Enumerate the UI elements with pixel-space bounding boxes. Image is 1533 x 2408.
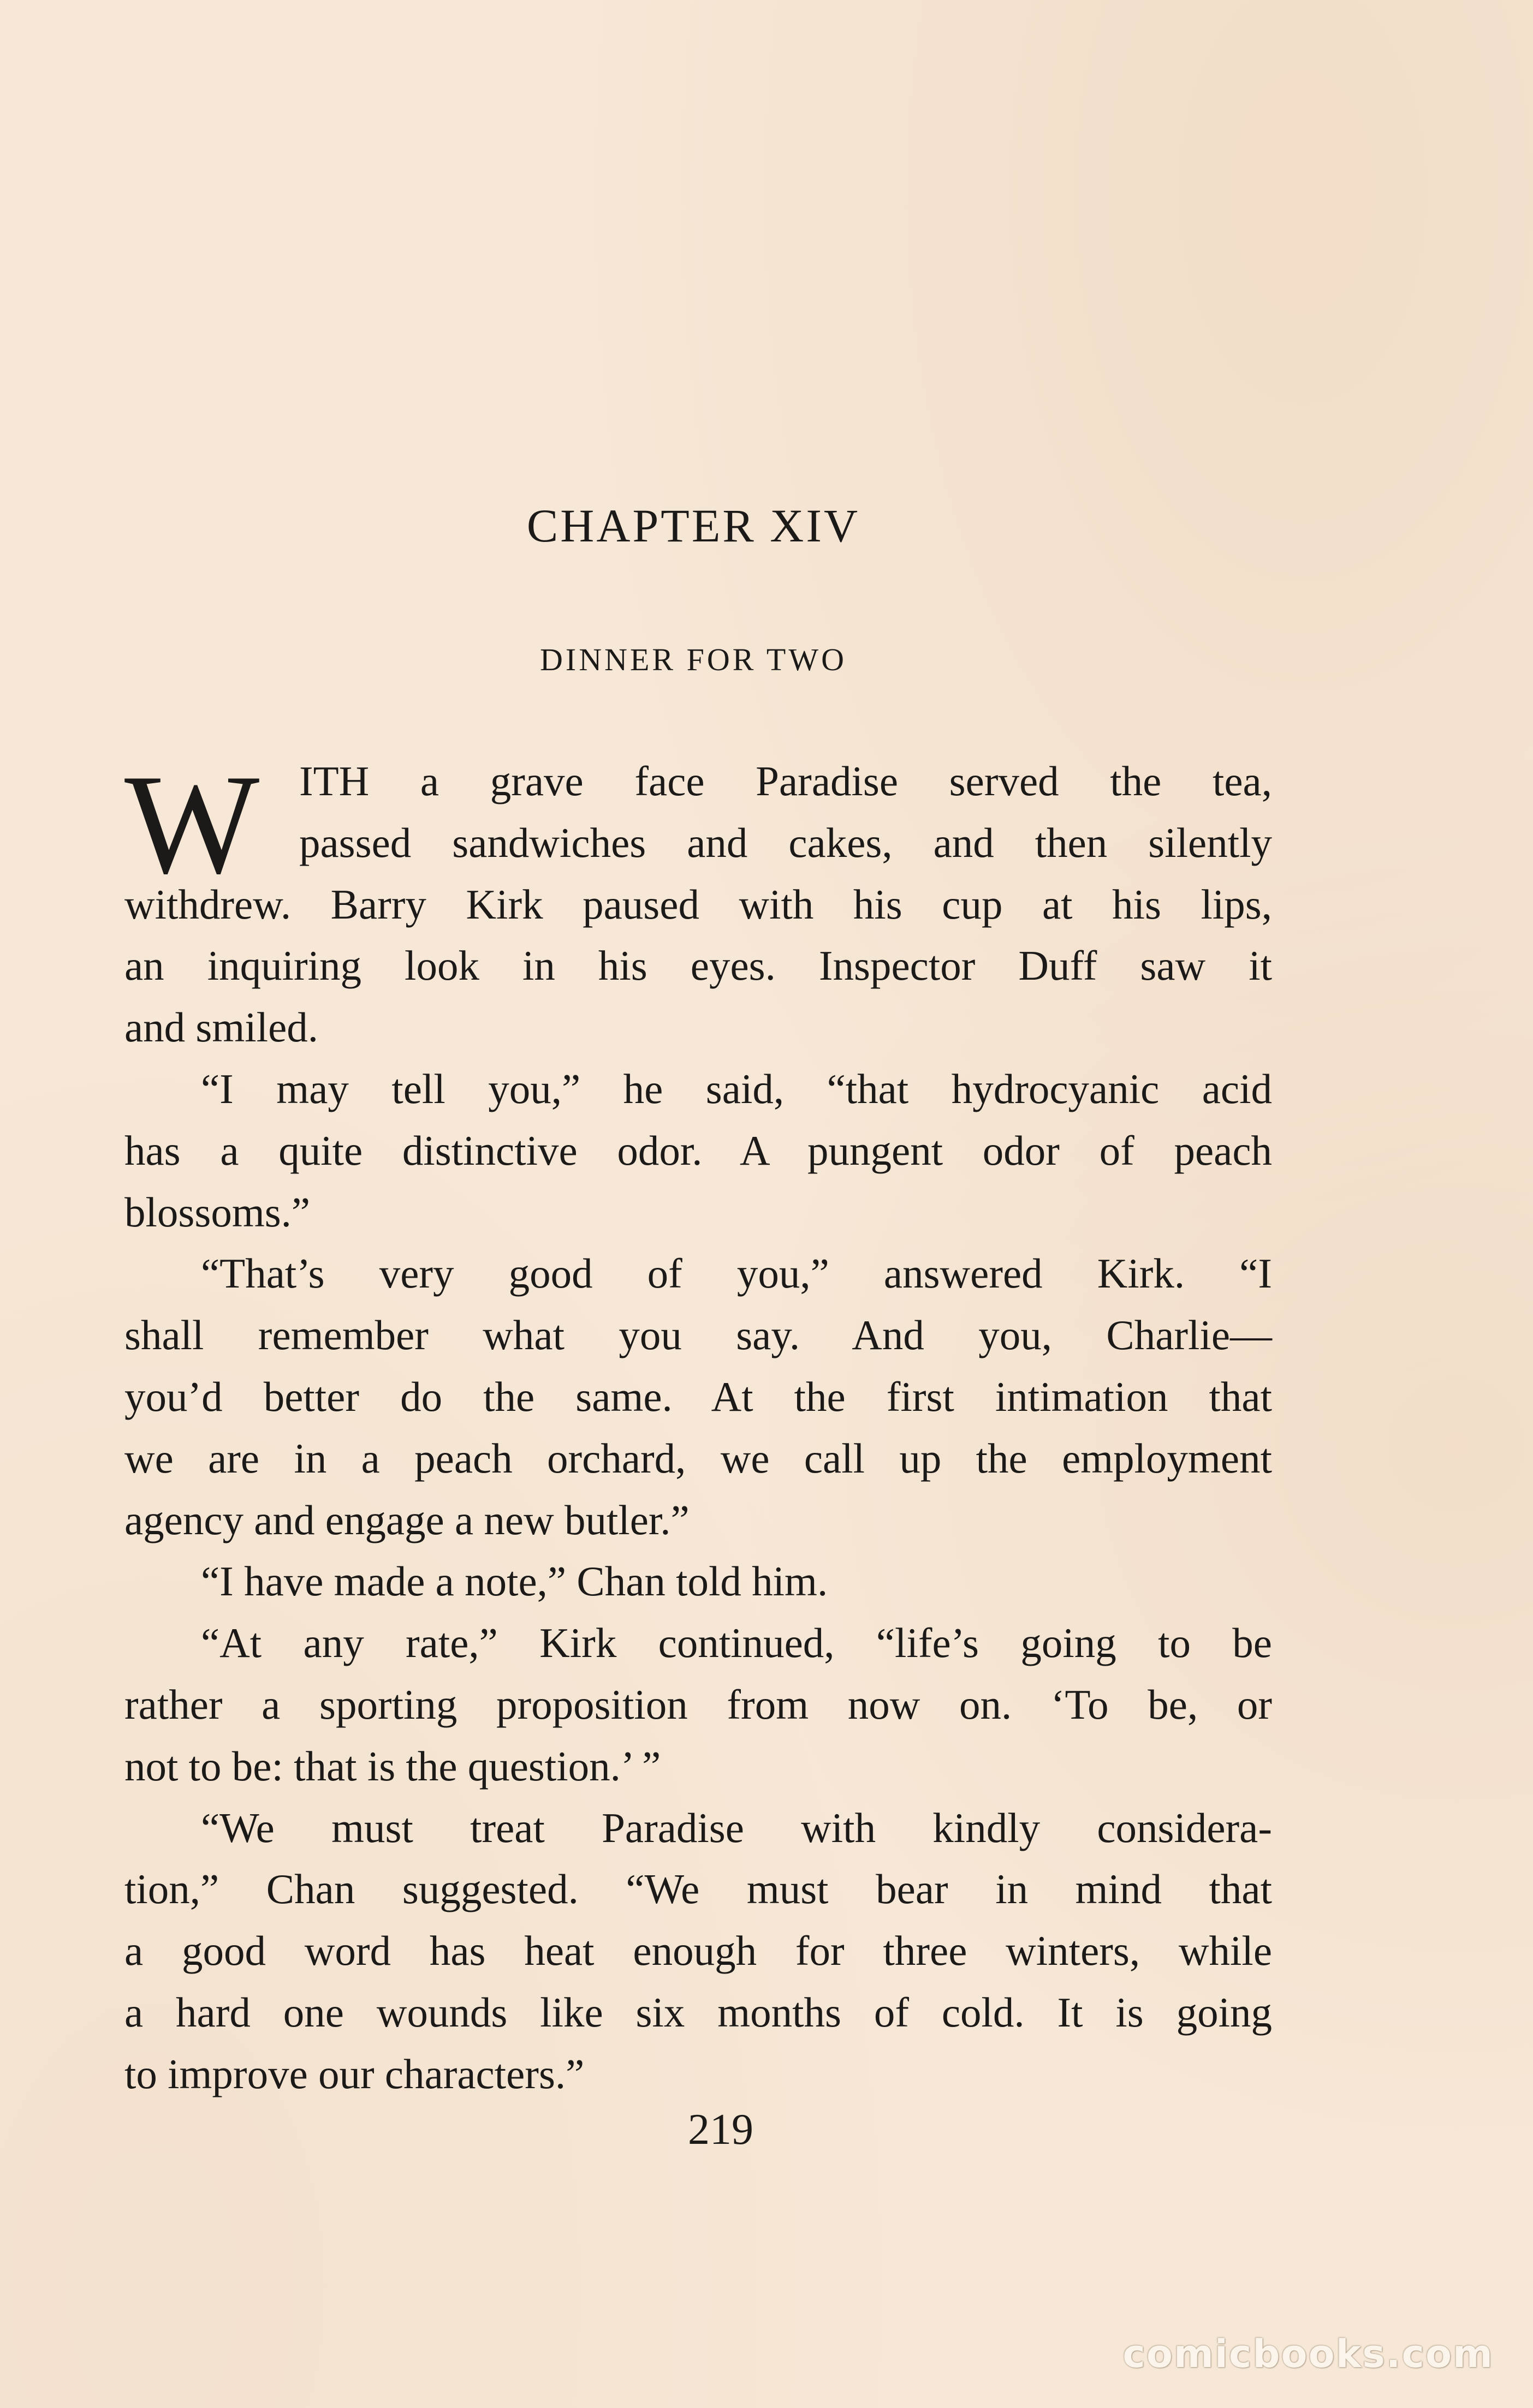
text-line: to improve our characters.” <box>124 2050 585 2097</box>
drop-cap: W <box>124 745 260 903</box>
text-line: withdrew. Barry Kirk paused with his cup at his lips, <box>124 880 1272 928</box>
text-line: agency and engage a new butler.” <box>124 1496 690 1543</box>
text-line: “I have made a note,” Chan told him. <box>201 1558 828 1605</box>
page-number: 219 <box>688 2106 753 2154</box>
text-line: passed sandwiches and cakes, and then silently <box>299 819 1272 866</box>
text-line: an inquiring look in his eyes. Inspector Duff saw it <box>124 942 1272 990</box>
text-line: a hard one wounds like six months of cold. It is going <box>124 1988 1272 2036</box>
text-line: you’d better do the same. At the first intimation that <box>124 1373 1272 1420</box>
text-line: ITH a grave face Paradise served the tea, <box>299 758 1272 804</box>
text-line: a good word has heat enough for three winters, while <box>124 1927 1272 1975</box>
chapter-subtitle: DINNER FOR TWO <box>540 642 847 677</box>
text-line: “We must treat Paradise with kindly considera- <box>201 1804 1272 1851</box>
text-line: “That’s very good of you,” answered Kirk. “I <box>201 1250 1272 1297</box>
chapter-body <box>124 745 1272 2105</box>
text-line: and smiled. <box>124 1004 318 1051</box>
text-line: not to be: that is the question.’ ” <box>124 1742 661 1790</box>
text-line: shall remember what you say. And you, Charlie— <box>124 1312 1272 1359</box>
text-line: “At any rate,” Kirk continued, “life’s going to be <box>201 1619 1272 1667</box>
text-line: we are in a peach orchard, we call up the employment <box>124 1434 1272 1482</box>
text-line: “I may tell you,” he said, “that hydrocyanic acid <box>201 1065 1272 1112</box>
text-line: blossoms.” <box>124 1188 311 1236</box>
chapter-title: CHAPTER XIV <box>526 499 860 552</box>
watermark-logo: comicbooks.com <box>1122 2332 1494 2376</box>
text-line: has a quite distinctive odor. A pungent odor of peach <box>124 1126 1272 1174</box>
text-line: rather a sporting proposition from now on. ‘To be, or <box>124 1680 1272 1728</box>
text-line: tion,” Chan suggested. “We must bear in mind that <box>124 1865 1272 1913</box>
